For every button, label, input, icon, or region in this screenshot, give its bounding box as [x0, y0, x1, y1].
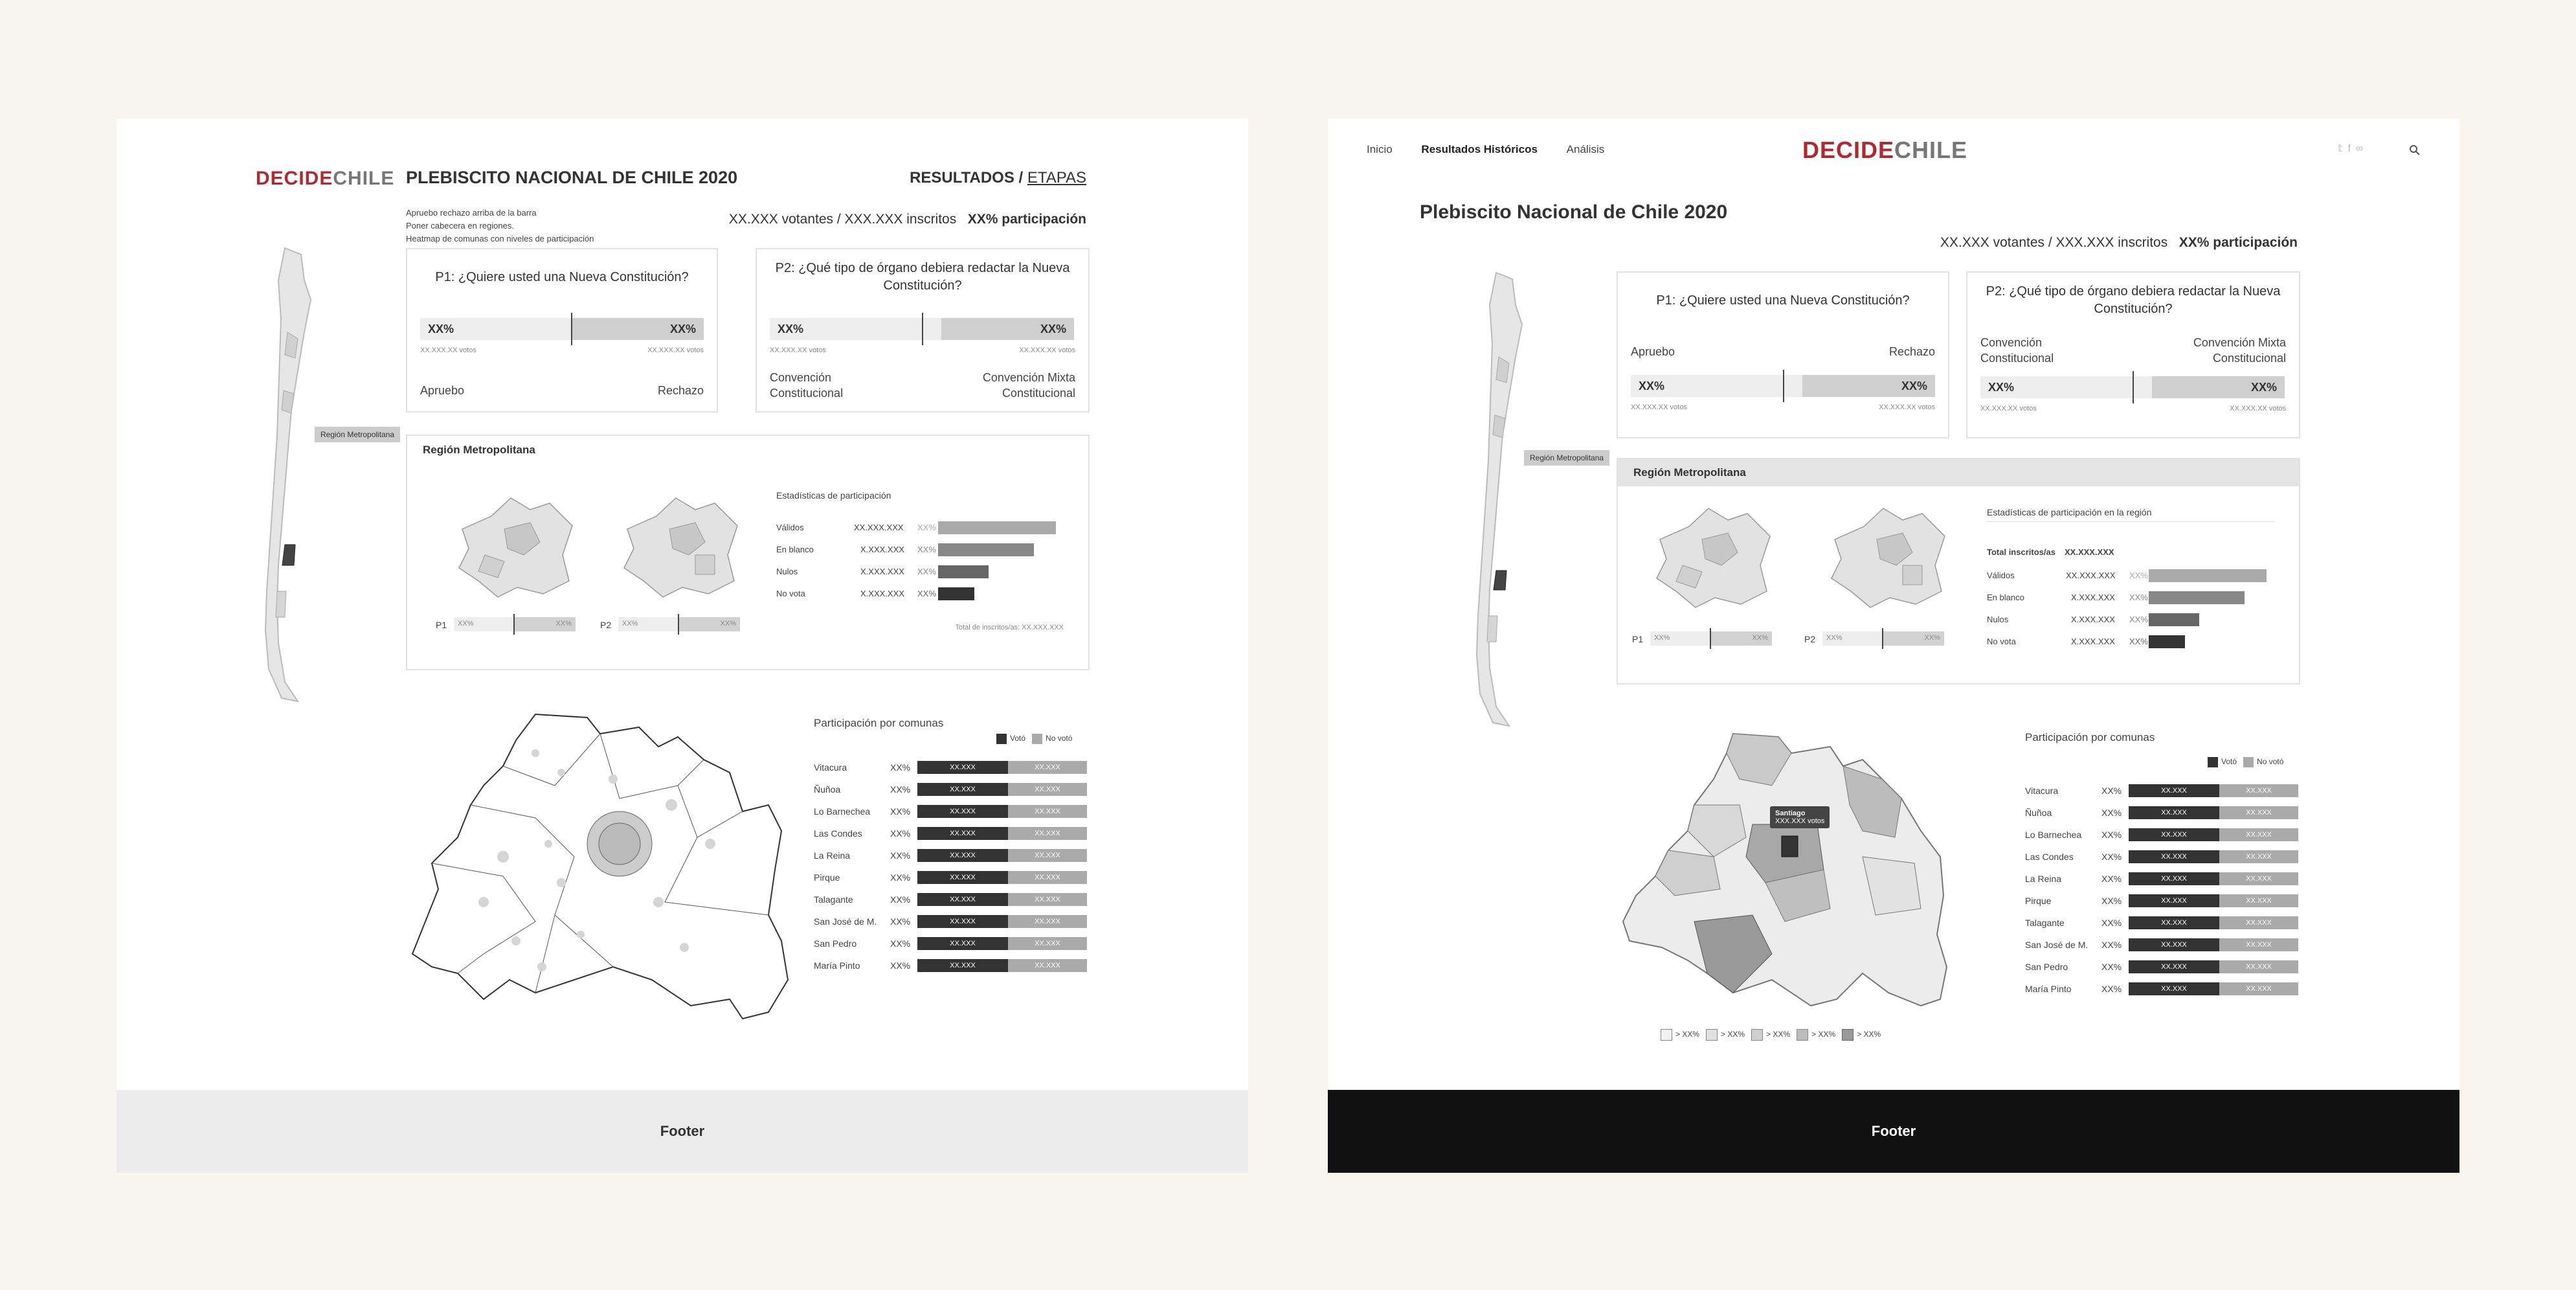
region-p1-mini-bar[interactable]: [454, 617, 576, 631]
logo[interactable]: [256, 168, 394, 190]
stat-pct: XX%: [2129, 593, 2148, 602]
legend-not-swatch: [2243, 757, 2254, 767]
comuna-row[interactable]: [2025, 784, 2298, 797]
mini-pct: XX%: [720, 620, 736, 628]
footer: Footer: [117, 1090, 1248, 1173]
stat-pct: XX%: [917, 589, 936, 598]
stat-pct: XX%: [917, 567, 936, 576]
comuna-bar-voted: XX.XXX: [2129, 982, 2219, 995]
legend-not: No votó: [2257, 757, 2284, 767]
region-card: [1617, 458, 2300, 685]
voters-count: XX.XXX votantes / XXX.XXX inscritos: [728, 212, 957, 227]
comuna-pct: XX%: [2101, 984, 2122, 994]
comuna-pct: XX%: [2101, 830, 2122, 840]
stat-value: X.XXX.XXX: [860, 567, 904, 576]
comuna-name: Lo Barnechea: [2025, 830, 2082, 840]
mini-pct: XX%: [1826, 634, 1842, 642]
stat-bar-validos: [2149, 569, 2267, 582]
participation-summary: [729, 212, 1086, 227]
region-title: Región Metropolitana: [1633, 466, 1746, 479]
comuna-bar-not-voted: XX.XXX: [2219, 784, 2298, 797]
comuna-bar-not-voted: XX.XXX: [1008, 893, 1087, 906]
top-nav: [1367, 143, 1604, 156]
comuna-bar-not-voted: XX.XXX: [1008, 761, 1087, 774]
comuna-pct: XX%: [2101, 874, 2122, 884]
stats-row: [776, 589, 805, 598]
mini-pct: XX%: [1924, 634, 1940, 642]
comuna-bar-voted: XX.XXX: [917, 783, 1008, 796]
region-tag[interactable]: Región Metropolitana: [315, 427, 400, 442]
legend-label: > XX%: [1766, 1030, 1791, 1039]
p1-bar[interactable]: [420, 318, 704, 340]
comuna-name: La Reina: [814, 850, 851, 861]
tooltip-title: Santiago: [1775, 809, 1806, 817]
p1-option-rechazo: Rechazo: [657, 384, 704, 397]
comuna-bar-voted: XX.XXX: [2129, 960, 2219, 973]
region-p2-mini-bar[interactable]: [618, 617, 740, 631]
stat-label: En blanco: [776, 545, 814, 554]
p2-left-pct: XX%: [1988, 381, 2015, 394]
region-map-p2[interactable]: [618, 490, 747, 600]
stat-value: X.XXX.XXX: [2071, 615, 2115, 624]
legend-swatch: [1751, 1029, 1763, 1041]
comuna-pct: XX%: [890, 960, 911, 971]
stat-bar-novota: [2149, 635, 2185, 648]
nav-results[interactable]: RESULTADOS: [910, 169, 1014, 187]
stats-total-label: Total inscritos/as: [1987, 547, 2055, 557]
nav-resultados-historicos[interactable]: Resultados Históricos: [1421, 143, 1538, 155]
stat-value: X.XXX.XXX: [860, 545, 904, 554]
comuna-bar-not-voted: XX.XXX: [2219, 982, 2298, 995]
p2-option-convencion: Convención Constitucional: [1980, 336, 2054, 365]
comunas-map[interactable]: [406, 708, 794, 1032]
comuna-bar-not-voted: XX.XXX: [1008, 783, 1087, 796]
region-map-p1[interactable]: [453, 490, 582, 600]
comuna-bar-voted: XX.XXX: [917, 805, 1008, 818]
stat-bar-nulos: [938, 565, 989, 578]
mini-bar-divider: [513, 614, 515, 635]
comunas-heatmap[interactable]: [1617, 727, 1953, 1025]
comuna-bar-voted: XX.XXX: [917, 937, 1008, 950]
p2-left-votes: XX.XXX.XX votos: [770, 346, 826, 354]
p2-right-votes: XX.XXX.XX votos: [1019, 346, 1075, 354]
p1-question: P1: ¿Quiere usted una Nueva Constitución?: [435, 270, 689, 284]
comuna-pct: XX%: [890, 916, 911, 927]
results-nav: [910, 169, 1086, 187]
nav-inicio[interactable]: Inicio: [1367, 143, 1393, 155]
p2-option-mixta: Convención Mixta Constitucional: [2193, 336, 2286, 365]
comuna-row[interactable]: [814, 761, 1087, 774]
tooltip-votes: XXX.XXX votos: [1775, 817, 1825, 825]
p1-right-votes: XX.XXX.XX votos: [1879, 403, 1935, 411]
stats-row: [776, 523, 804, 532]
map-tooltip: [1770, 806, 1830, 828]
p2-card: [756, 248, 1090, 413]
comuna-row[interactable]: [2025, 938, 2298, 951]
comuna-pct: XX%: [2101, 940, 2122, 950]
comuna-row[interactable]: [2025, 982, 2298, 995]
mini-bar-divider: [678, 614, 679, 635]
stat-bar-blanco: [938, 543, 1034, 556]
participation-summary: [1940, 235, 2298, 251]
facebook-icon[interactable]: f: [2347, 143, 2356, 154]
stat-pct: XX%: [917, 523, 936, 532]
region-map-p1[interactable]: [1650, 501, 1780, 611]
comuna-name: Pirque: [814, 872, 840, 883]
stat-value: XX.XXX.XXX: [2066, 571, 2116, 580]
voters-count: XX.XXX votantes / XXX.XXX inscritos: [1940, 235, 2168, 250]
note: Poner cabecera en regiones.: [406, 221, 514, 231]
stat-label: Válidos: [776, 523, 804, 532]
legend-voted-swatch: [996, 734, 1007, 744]
comuna-bar-voted: XX.XXX: [2129, 938, 2219, 951]
legend-label: > XX%: [1721, 1030, 1745, 1039]
stats-title: Estadísticas de participación en la región: [1987, 507, 2152, 517]
comuna-name: Vitacura: [814, 762, 847, 773]
wireframe-left: [117, 119, 1248, 1173]
comuna-row[interactable]: [2025, 872, 2298, 885]
legend-swatch: [1797, 1029, 1808, 1041]
stat-label: No vota: [776, 589, 805, 598]
comunas-title: Participación por comunas: [2025, 731, 2155, 743]
p1-bar[interactable]: [1631, 375, 1935, 397]
stats-row: [776, 545, 814, 554]
mini-pct: XX%: [458, 620, 474, 628]
comuna-name: María Pinto: [2025, 984, 2072, 994]
comuna-row[interactable]: [814, 893, 1087, 906]
stats-title: Estadísticas de participación: [776, 490, 891, 501]
comuna-bar-not-voted: XX.XXX: [1008, 805, 1087, 818]
comuna-name: Talagante: [2025, 918, 2065, 928]
comunas-legend: [2208, 757, 2283, 767]
comuna-name: San Pedro: [814, 938, 857, 949]
stat-bar-nulos: [2149, 613, 2199, 626]
region-header: [1618, 459, 2299, 486]
comunas-list-left: [814, 761, 1087, 994]
participation-pct: XX%: [2178, 235, 2210, 250]
note: Heatmap de comunas con niveles de participación: [406, 234, 594, 243]
stat-value: X.XXX.XXX: [2071, 637, 2115, 646]
stat-pct: XX%: [2129, 571, 2148, 580]
comuna-row[interactable]: [2025, 806, 2298, 819]
comuna-pct: XX%: [2101, 962, 2122, 972]
region-tag[interactable]: Región Metropolitana: [1524, 450, 1609, 466]
p2-bar[interactable]: [1980, 376, 2285, 398]
comuna-pct: XX%: [2101, 808, 2122, 818]
comuna-bar-voted: XX.XXX: [2129, 894, 2219, 907]
p1-option-rechazo: Rechazo: [1888, 345, 1935, 358]
p2-option-convencion: Convención Constitucional: [770, 371, 844, 400]
p1-left-pct: XX%: [428, 322, 454, 335]
comuna-row[interactable]: [2025, 894, 2298, 907]
wireframe-right: [1328, 119, 2459, 1173]
participation-pct: XX%: [967, 212, 998, 227]
comuna-bar-voted: XX.XXX: [917, 893, 1008, 906]
region-total: Total de inscritos/as: XX.XXX.XXX: [955, 624, 1064, 631]
comuna-name: San José de M.: [814, 916, 877, 927]
p2-right-pct: XX%: [2250, 381, 2277, 394]
page-title: Plebiscito Nacional de Chile 2020: [1420, 201, 1728, 223]
p1-left-votes: XX.XXX.XX votos: [420, 346, 476, 354]
p1-card: [406, 248, 718, 413]
stat-bar-blanco: [2149, 591, 2245, 604]
comuna-name: Vitacura: [2025, 786, 2059, 796]
comuna-pct: XX%: [2101, 852, 2122, 862]
legend-label: > XX%: [1675, 1030, 1700, 1039]
comuna-row[interactable]: [814, 783, 1087, 796]
link-icon[interactable]: ∞: [2355, 143, 2369, 154]
p1-option-apruebo: Apruebo: [1631, 345, 1675, 358]
region-p1-label: P1: [436, 620, 447, 630]
logo-part-decide: DECIDE: [256, 168, 333, 189]
p2-left-pct: XX%: [778, 322, 804, 335]
p2-bar[interactable]: [770, 318, 1074, 340]
stat-pct: XX%: [2129, 637, 2148, 646]
logo[interactable]: [1802, 137, 1967, 164]
comuna-bar-not-voted: XX.XXX: [1008, 849, 1087, 862]
comuna-name: Talagante: [814, 894, 853, 905]
comuna-bar-voted: XX.XXX: [917, 959, 1008, 972]
comuna-bar-voted: XX.XXX: [2129, 872, 2219, 885]
p1-option-apruebo: Apruebo: [420, 384, 465, 397]
stat-label: Válidos: [1987, 571, 2015, 580]
comuna-pct: XX%: [890, 762, 911, 773]
comuna-row[interactable]: [2025, 850, 2298, 863]
mini-pct: XX%: [622, 620, 638, 628]
comuna-bar-not-voted: XX.XXX: [2219, 872, 2298, 885]
comuna-bar-not-voted: XX.XXX: [2219, 828, 2298, 841]
comuna-name: San Pedro: [2025, 962, 2068, 972]
logo-part-chile: CHILE: [333, 168, 395, 189]
region-p1-label: P1: [1632, 634, 1644, 644]
stat-bar-validos: [938, 521, 1056, 534]
comuna-bar-voted: XX.XXX: [2129, 916, 2219, 929]
legend-swatch: [1661, 1029, 1672, 1041]
footer: Footer: [1328, 1090, 2459, 1173]
legend-voted-swatch: [2208, 757, 2218, 767]
comuna-bar-voted: XX.XXX: [917, 761, 1008, 774]
comuna-name: Ñuñoa: [2025, 808, 2052, 818]
p1-right-pct: XX%: [1901, 379, 1927, 392]
comunas-legend: [996, 734, 1072, 744]
legend-label: > XX%: [1857, 1030, 1881, 1039]
stat-label: Nulos: [1987, 615, 2009, 624]
p2-bar-divider: [2133, 371, 2134, 403]
stats-total-value: XX.XXX.XXX: [2065, 547, 2114, 557]
comuna-row[interactable]: [814, 937, 1087, 950]
chile-map[interactable]: [1457, 266, 1613, 732]
legend-label: > XX%: [1811, 1030, 1836, 1039]
participation-word: participación: [1002, 212, 1086, 227]
legend-voted: Votó: [2221, 757, 2237, 767]
comuna-bar-not-voted: XX.XXX: [2219, 960, 2298, 973]
comuna-name: Las Condes: [814, 828, 862, 839]
stat-value: X.XXX.XXX: [860, 589, 904, 598]
comuna-pct: XX%: [890, 938, 911, 949]
nav-stages[interactable]: ETAPAS: [1027, 169, 1086, 187]
region-p1-mini-bar[interactable]: [1650, 631, 1772, 646]
p1-card: [1617, 271, 1949, 438]
stat-pct: XX%: [2129, 615, 2148, 624]
p2-question: P2: ¿Qué tipo de órgano debiera redactar la Nueva Constitución?: [775, 261, 1070, 293]
mini-pct: XX%: [555, 620, 572, 628]
comuna-bar-not-voted: XX.XXX: [1008, 959, 1087, 972]
stat-label: Nulos: [776, 567, 798, 576]
p2-right-pct: XX%: [1040, 322, 1066, 335]
comuna-bar-voted: XX.XXX: [917, 871, 1008, 884]
p2-card: [1966, 271, 2300, 438]
p1-bar-divider: [1783, 370, 1784, 402]
legend-not: No votó: [1046, 734, 1073, 743]
p1-bar-divider: [571, 313, 572, 345]
comuna-name: Las Condes: [2025, 852, 2074, 862]
comuna-bar-not-voted: XX.XXX: [1008, 915, 1087, 928]
comuna-bar-voted: XX.XXX: [2129, 806, 2219, 819]
region-p2-label: P2: [1804, 634, 1816, 644]
p2-right-votes: XX.XXX.XX votos: [2230, 405, 2286, 413]
comuna-bar-not-voted: XX.XXX: [2219, 938, 2298, 951]
comuna-row[interactable]: [814, 827, 1087, 840]
comuna-name: San José de M.: [2025, 940, 2089, 950]
stat-pct: XX%: [917, 545, 936, 554]
comuna-row[interactable]: [2025, 828, 2298, 841]
comuna-pct: XX%: [890, 828, 911, 839]
comuna-row[interactable]: [2025, 960, 2298, 973]
logo-part-chile: CHILE: [1894, 137, 1968, 163]
region-p2-mini-bar[interactable]: [1822, 631, 1944, 646]
comuna-bar-not-voted: XX.XXX: [2219, 806, 2298, 819]
stat-value: XX.XXX.XXX: [854, 523, 904, 532]
chile-map[interactable]: [246, 242, 401, 708]
comuna-pct: XX%: [2101, 918, 2122, 928]
stats-row: [776, 567, 798, 576]
comuna-row[interactable]: [814, 849, 1087, 862]
comuna-pct: XX%: [2101, 786, 2122, 796]
comuna-bar-not-voted: XX.XXX: [2219, 916, 2298, 929]
comuna-row[interactable]: [814, 915, 1087, 928]
comuna-pct: XX%: [890, 850, 911, 861]
comuna-row[interactable]: [814, 871, 1087, 884]
p1-right-pct: XX%: [669, 322, 696, 335]
p2-option-mixta: Convención Mixta Constitucional: [982, 371, 1075, 400]
comuna-bar-not-voted: XX.XXX: [1008, 937, 1087, 950]
santiago-shape: [1782, 836, 1798, 857]
nav-analisis[interactable]: Análisis: [1566, 143, 1605, 155]
mini-pct: XX%: [1752, 634, 1768, 642]
stat-label: No vota: [1987, 637, 2016, 646]
region-metropolitana-shape: [1494, 571, 1506, 590]
legend-swatch: [1842, 1029, 1854, 1041]
p1-question: P1: ¿Quiere usted una Nueva Constitución?: [1656, 293, 1910, 308]
twitter-icon[interactable]: 𝕥: [2338, 143, 2348, 154]
p1-right-votes: XX.XXX.XX votos: [647, 346, 704, 354]
comuna-pct: XX%: [890, 806, 911, 817]
search-icon[interactable]: [2409, 144, 2421, 156]
legend-swatch: [1706, 1029, 1718, 1041]
comuna-bar-not-voted: XX.XXX: [2219, 894, 2298, 907]
comuna-name: La Reina: [2025, 874, 2062, 884]
note: Apruebo rechazo arriba de la barra: [406, 208, 537, 218]
region-metropolitana-shape: [282, 545, 295, 565]
page-title: PLEBISCITO NACIONAL DE CHILE 2020: [406, 168, 738, 187]
region-title: Región Metropolitana: [423, 444, 535, 456]
comuna-bar-not-voted: XX.XXX: [2219, 850, 2298, 863]
heat-legend: [1661, 1029, 1881, 1041]
nav-separator: /: [1018, 169, 1024, 187]
comuna-bar-voted: XX.XXX: [2129, 850, 2219, 863]
comuna-bar-not-voted: XX.XXX: [1008, 871, 1087, 884]
social-icons: [2338, 142, 2368, 155]
p2-bar-divider: [922, 313, 923, 345]
mini-bar-divider: [1882, 628, 1883, 649]
stat-label: En blanco: [1987, 593, 2024, 602]
design-notes: [406, 207, 594, 245]
stats-divider: [1987, 521, 2274, 522]
comuna-bar-voted: XX.XXX: [917, 849, 1008, 862]
comuna-name: María Pinto: [814, 960, 860, 971]
comuna-pct: XX%: [2101, 896, 2122, 906]
mini-bar-divider: [1710, 628, 1711, 649]
participation-word: participación: [2213, 235, 2298, 250]
legend-voted: Votó: [1010, 734, 1026, 743]
logo-part-decide: DECIDE: [1802, 137, 1895, 163]
region-map-p2[interactable]: [1825, 501, 1954, 611]
p1-left-votes: XX.XXX.XX votos: [1631, 403, 1687, 411]
comuna-bar-voted: XX.XXX: [2129, 784, 2219, 797]
comunas-list-right: [2025, 784, 2298, 1017]
comuna-name: Ñuñoa: [814, 784, 841, 795]
stat-value: X.XXX.XXX: [2071, 593, 2115, 602]
comuna-row[interactable]: [814, 959, 1087, 972]
mini-pct: XX%: [1654, 634, 1670, 642]
region-p2-label: P2: [600, 620, 612, 630]
comuna-pct: XX%: [890, 872, 911, 883]
comuna-bar-voted: XX.XXX: [917, 915, 1008, 928]
p2-left-votes: XX.XXX.XX votos: [1980, 405, 2037, 413]
comuna-pct: XX%: [890, 784, 911, 795]
comuna-bar-voted: XX.XXX: [917, 827, 1008, 840]
comuna-bar-voted: XX.XXX: [2129, 828, 2219, 841]
comuna-pct: XX%: [890, 894, 911, 905]
legend-not-swatch: [1032, 734, 1042, 744]
comuna-row[interactable]: [814, 805, 1087, 818]
comuna-bar-not-voted: XX.XXX: [1008, 827, 1087, 840]
p2-question: P2: ¿Qué tipo de órgano debiera redactar la Nueva Constitución?: [1986, 284, 2281, 316]
p1-left-pct: XX%: [1639, 379, 1665, 392]
stat-bar-novota: [938, 587, 974, 600]
comuna-name: Lo Barnechea: [814, 806, 871, 817]
region-card: [406, 435, 1090, 670]
comunas-title: Participación por comunas: [814, 717, 944, 729]
comuna-row[interactable]: [2025, 916, 2298, 929]
comuna-name: Pirque: [2025, 896, 2052, 906]
